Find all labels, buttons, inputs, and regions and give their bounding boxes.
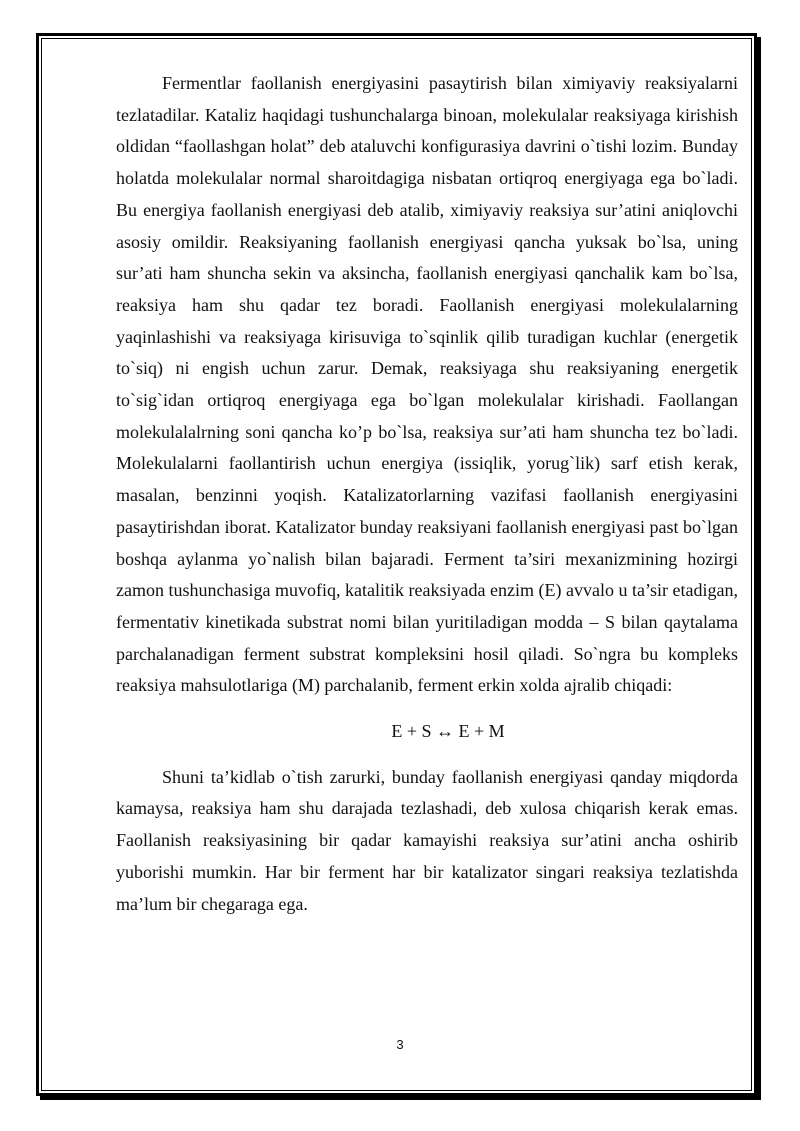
reaction-formula: E + S ↔ E + M <box>391 721 505 742</box>
paragraph-2: Shuni ta’kidlab o`tish zarurki, bunday faollanish energiyasi qanday miqdorda kamaysa, reaksiya ham shu darajada tezlashadi, deb xulosa chiqarish kerak emas. Faollanish reaksiyasining bir qadar kamayishi reaksiya sur’atini ancha oshirib yuborishi mumkin. Har bir ferment har bir katalizator singari reaksiya tezlatishda ma’lum bir chegaraga ega. <box>116 766 738 914</box>
page-number: 3 <box>396 1037 404 1052</box>
paragraph-1: Fermentlar faollanish energiyasini pasaytirish bilan ximiyaviy reaksiyalarni tezlatadilar. Kataliz haqidagi tushunchalarga binoan, molekulalar reaksiyaga kirishish oldidan “faollashgan holat” deb ataluvchi konfigurasiya davrini o`tishi lozim. Bunday holatda molekulalar normal sharoitdagiga nisbatan ortiqroq energiyaga ega bo`ladi. Bu energiya faollanish energiyasi deb atalib, ximiyaviy reaksiya sur’atini aniqlovchi asosiy omildir. Reaksiyaning faollanish energiyasi qancha yuksak bo`lsa, uning sur’ati ham shuncha sekin va aksincha, faollanish energiyasi qanchalik kam bo`lsa, reaksiya ham shu qadar tez boradi. Faollanish energiyasi molekulalarning yaqinlashishi va reaksiyaga kirisuviga to`sqinlik qilib turadigan kuchlar (energetik to`siq) ni engish uchun zarur. Demak, reaksiyaga shu reaksiyaning energetik to`sig`idan ortiqroq energiyaga ega bo`lgan molekulalar kirishadi. Faollangan molekulalalrning soni qancha ko’p bo`lsa, reaksiya sur’ati ham shuncha tez bo`ladi. Molekulalarni faollantirish uchun energiya (issiqlik, yorug`lik) sarf etish kerak, masalan, benzinni yoqish. Katalizatorlarning vazifasi faollanish energiyasini pasaytirishdan iborat. Katalizator bunday reaksiyani faollanish energiyasi past bo`lgan boshqa aylanma yo`nalish bilan bajaradi. Ferment ta’siri mexanizmining hozirgi zamon tushunchasiga muvofiq, katalitik reaksiyada enzim (E) avvalo u ta’sir etadigan, fermentativ kinetikada substrat nomi bilan yuritiladigan modda – S bilan qaytalama parchalanadigan ferment substrat kompleksini hosil qiladi. So`ngra bu kompleks reaksiya mahsulotlariga (M) parchalanib, ferment erkin xolda ajralib chiqadi: <box>116 73 738 696</box>
page-content <box>116 68 738 920</box>
